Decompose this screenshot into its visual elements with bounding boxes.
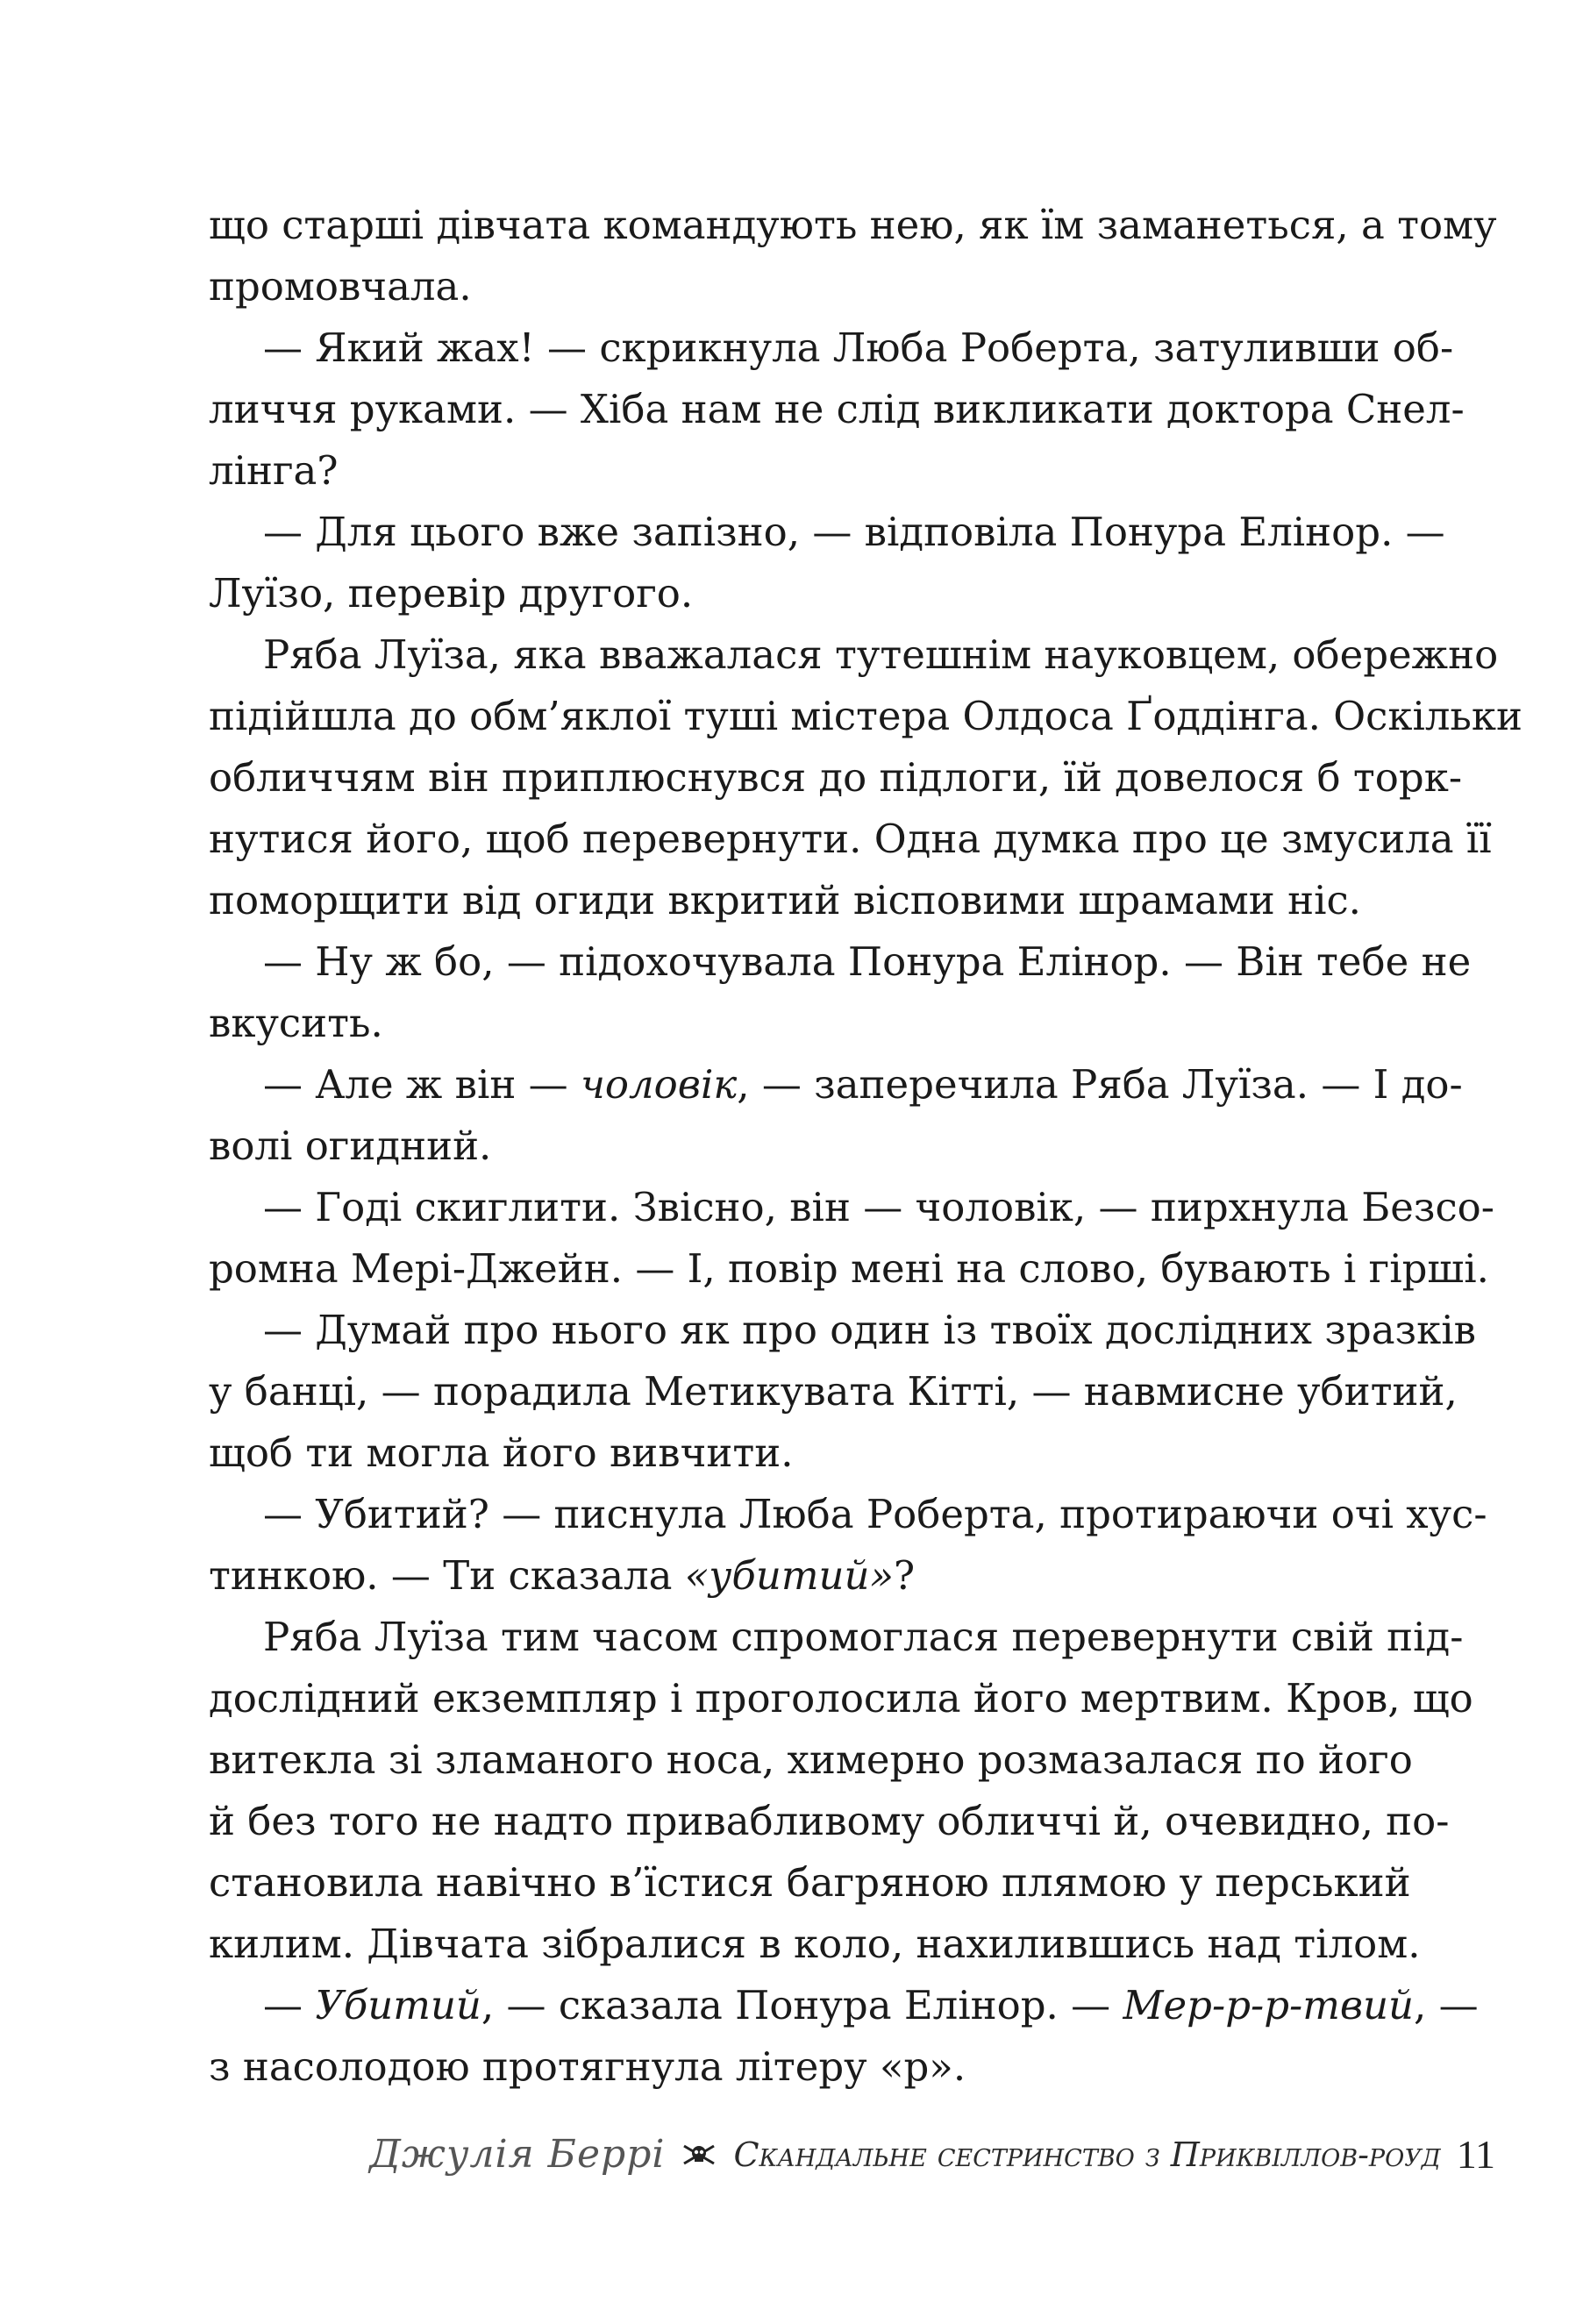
text-line xyxy=(209,686,1523,747)
text-segment: з насолодою протягнула літеру «р». xyxy=(209,2043,966,2090)
text-segment: — Ну ж бо, — підохочувала Понура Елінор. — Він тебе не xyxy=(263,938,1472,985)
text-segment: Ряба Луїза тим часом спромоглася перевернути свій під- xyxy=(263,1614,1464,1660)
text-segment: ? xyxy=(894,1552,916,1599)
skull-crossbones-icon xyxy=(681,2142,717,2167)
text-line xyxy=(209,1852,1411,1914)
body-text xyxy=(209,195,1523,2098)
text-segment: Луїзо, перевір другого. xyxy=(209,570,694,617)
text-segment: , — заперечила Ряба Луїза. — І до- xyxy=(737,1061,1463,1108)
text-segment: — Який жах! — скрикнула Люба Роберта, затуливши об- xyxy=(263,324,1454,371)
text-segment: у банці, — порадила Метикувата Кітті, — навмисне убитий, xyxy=(209,1368,1458,1415)
text-segment: Ряба Луїза, яка вважалася тутешнім науковцем, обережно xyxy=(263,631,1499,678)
text-line xyxy=(209,379,1465,440)
text-line xyxy=(209,1607,1464,1668)
text-line xyxy=(209,317,1454,379)
text-segment: поморщити від огиди вкритий вісповими шрамами ніс. xyxy=(209,877,1361,923)
page-number: 11 xyxy=(1456,2132,1495,2177)
text-segment: килим. Дівчата зібралися в коло, нахилившись над тілом. xyxy=(209,1921,1421,1967)
text-segment: становила навічно в’їстися багряною плямою у перський xyxy=(209,1859,1411,1906)
text-line xyxy=(209,1975,1479,2036)
text-line xyxy=(209,563,1375,624)
text-line xyxy=(209,1484,1487,1545)
text-line xyxy=(209,1545,1375,1607)
text-line xyxy=(209,1791,1450,1852)
text-line xyxy=(209,1422,1375,1484)
text-segment: , — xyxy=(1414,1982,1479,2028)
text-line xyxy=(209,1177,1494,1238)
text-segment: лінга? xyxy=(209,447,339,494)
text-line xyxy=(209,624,1499,686)
text-segment: щоб ти могла його вивчити. xyxy=(209,1429,794,1476)
author-name: Джулія Беррі xyxy=(369,2132,666,2177)
text-line xyxy=(209,2036,1375,2098)
running-footer xyxy=(369,2131,1495,2178)
text-segment: що старші дівчата командують нею, як їм заманеться, а тому xyxy=(209,202,1497,248)
text-segment: обличчям він приплюснувся до підлоги, їй довелося б торк- xyxy=(209,754,1463,801)
text-line xyxy=(209,993,1375,1054)
text-line xyxy=(209,870,1375,931)
text-segment: ромна Мері-Джейн. — І, повір мені на слово, бувають і гірші. xyxy=(209,1245,1489,1292)
text-segment: , — сказала Понура Елінор. — xyxy=(481,1982,1123,2028)
text-segment: підійшла до обм’яклої туші містера Олдоса Ґоддінга. Оскільки xyxy=(209,693,1523,739)
text-segment: личчя руками. — Хіба нам не слід викликати доктора Снел- xyxy=(209,386,1465,432)
text-line xyxy=(209,195,1497,256)
text-line xyxy=(209,931,1472,993)
text-segment: — Але ж він — xyxy=(263,1061,581,1108)
text-line xyxy=(209,747,1463,809)
text-segment: — Убитий? — писнула Люба Роберта, протираючи очі хус- xyxy=(263,1491,1487,1537)
text-segment: — Думай про нього як про один із твоїх дослідних зразків xyxy=(263,1307,1476,1353)
text-line xyxy=(209,809,1492,870)
text-segment: й без того не надто привабливому обличчі й, очевидно, по- xyxy=(209,1798,1450,1844)
text-segment: Убитий xyxy=(315,1982,481,2028)
text-segment: нутися його, щоб перевернути. Одна думка про це змусила її xyxy=(209,816,1492,862)
text-line xyxy=(209,1361,1458,1422)
text-segment: Мер-р-р-твий xyxy=(1123,1982,1415,2028)
text-line xyxy=(209,440,1375,502)
text-line xyxy=(209,1054,1463,1116)
text-line xyxy=(209,1300,1476,1361)
text-segment: промовчала. xyxy=(209,263,472,310)
book-title: Скандальне сестринство з Приквіллов-роуд xyxy=(733,2135,1441,2174)
text-line xyxy=(209,1668,1473,1729)
text-segment: «убитий» xyxy=(684,1552,894,1599)
text-segment: — Годі скиглити. Звісно, він — чоловік, — пирхнула Безсо- xyxy=(263,1184,1494,1230)
text-segment: вкусить. xyxy=(209,1000,383,1046)
text-segment: тинкою. — Ти сказала xyxy=(209,1552,685,1599)
text-segment: — xyxy=(263,1982,316,2028)
text-segment: чоловік xyxy=(580,1061,738,1108)
text-line xyxy=(209,502,1445,563)
text-segment: волі огидний. xyxy=(209,1123,492,1169)
text-line xyxy=(209,1729,1413,1791)
text-line xyxy=(209,256,1375,317)
text-line xyxy=(209,1238,1489,1300)
text-segment: дослідний екземпляр і проголосила його мертвим. Кров, що xyxy=(209,1675,1473,1722)
text-segment: — Для цього вже запізно, — відповіла Понура Елінор. — xyxy=(263,509,1445,555)
text-line xyxy=(209,1116,1375,1177)
text-segment: витекла зі зламаного носа, химерно розмазалася по його xyxy=(209,1736,1413,1783)
text-line xyxy=(209,1914,1421,1975)
